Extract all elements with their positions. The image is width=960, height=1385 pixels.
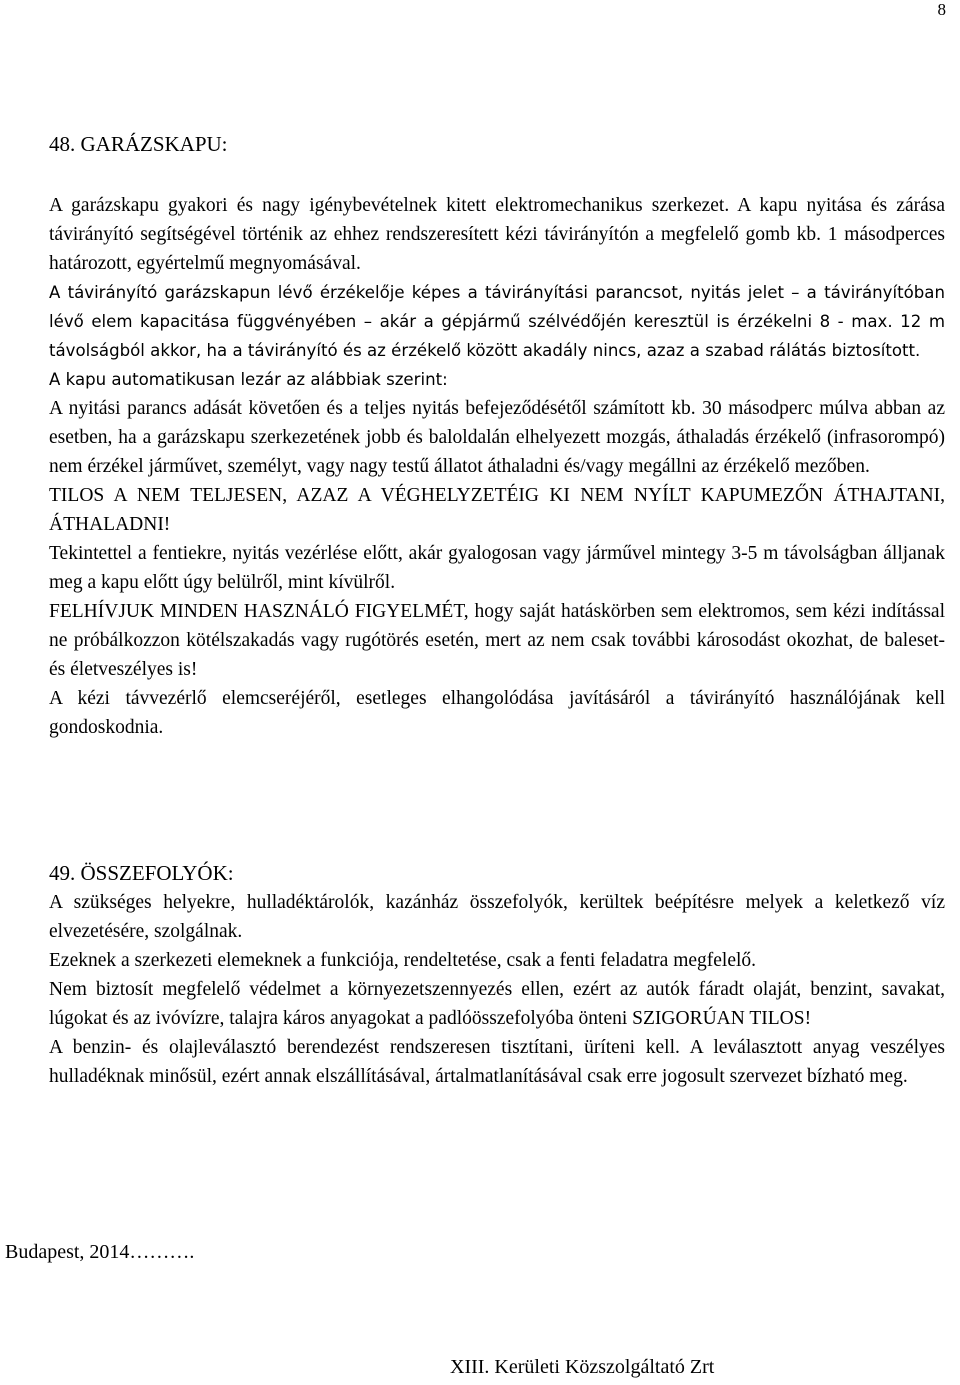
page-number: 8: [937, 0, 946, 19]
issuer: XIII. Kerületi Közszolgáltató Zrt: [450, 1356, 715, 1378]
paragraph-intro: A garázskapu gyakori és nagy igénybevételnek kitett elektromechanikus szerkezet. A kapu nyitása és zárása távirányító segítségével történik az ehhez rendszeresített kézi távirányítón a megfelelő gomb kb. 1 másodperces határozott, egyértelmű megnyomásával.: [49, 195, 945, 274]
paragraph-sensor: A távirányító garázskapun lévő érzékelője képes a távirányítási parancsot, nyitás jelet – a távirányítóban lévő elem kapacitása függvényében – akár a gépjármű szélvédőjén keresztül is érzékelni 8 - max. 12 m távolságból akkor, ha a távirányító és az érzékelő között akadály nincs, azaz a szabad rálátás biztosított.: [49, 283, 945, 360]
paragraph-warning: TILOS A NEM TELJESEN, AZAZ A VÉGHELYZETÉIG KI NEM NYÍLT KAPUMEZŐN ÁTHAJTANI, ÁTHALADNI!: [49, 485, 945, 535]
paragraph-drains: A szükséges helyekre, hulladéktárolók, kazánház összefolyók, kerültek beépítésre melyek a keletkező víz elvezetésére, szolgálnak.: [49, 892, 945, 942]
paragraph-prohibition: Nem biztosít megfelelő védelmet a környezetszennyezés ellen, ezért az autók fáradt olaját, benzint, savakat, lúgokat és az ivóvízre, talajra káros anyagokat a padlóösszefolyóba önteni SZIGORÚAN TILOS!: [49, 979, 945, 1029]
section-49-body: [49, 888, 945, 1091]
paragraph-function: Ezeknek a szerkezeti elemeknek a funkciója, rendeltetése, csak a fenti feladatra megfelelő.: [49, 950, 757, 971]
place-date: Budapest, 2014……….: [5, 1241, 195, 1263]
section-48-body: [49, 191, 945, 742]
paragraph-attention: FELHÍVJUK MINDEN HASZNÁLÓ FIGYELMÉT, hogy saját hatáskörben sem elektromos, sem kézi indítással ne próbálkozzon kötélszakadás vagy rugótörés esetén, mert az nem csak további károsodást okozhat, de baleset- és életveszélyes is!: [49, 601, 945, 680]
section-48-title: 48. GARÁZSKAPU:: [49, 132, 228, 156]
paragraph-distance: Tekintettel a fentiekre, nyitás vezérlése előtt, akár gyalogosan vagy járművel mintegy 3-5 m távolságban álljanak meg a kapu előtt úgy belülről, mint kívülről.: [49, 543, 945, 593]
paragraph-remote-battery: A kézi távvezérlő elemcseréjéről, esetleges elhangolódása javításáról a távirányító használójának kell gondoskodnia.: [49, 688, 945, 738]
paragraph-autoclose: A nyitási parancs adását követően és a teljes nyitás befejeződésétől számított kb. 30 másodperc múlva abban az esetben, ha a garázskapu szerkezetének jobb és baloldalán elhelyezett mozgás, áthaladás érzékelő (infrasorompó) nem érzékel járművet, személyt, vagy nagy testű állatot áthaladni és/vagy megállni az érzékelő mezőben.: [49, 398, 945, 477]
paragraph-separator: A benzin- és olajleválasztó berendezést rendszeresen tisztítani, üríteni kell. A leválasztott anyag veszélyes hulladéknak minősül, ezért annak elszállításával, ártalmatlanításával csak erre jogosult szervezet bízható meg.: [49, 1037, 945, 1087]
section-49-title: 49. ÖSSZEFOLYÓK:: [49, 861, 234, 885]
paragraph-autoclose-intro: A kapu automatikusan lezár az alábbiak szerint:: [49, 370, 448, 389]
